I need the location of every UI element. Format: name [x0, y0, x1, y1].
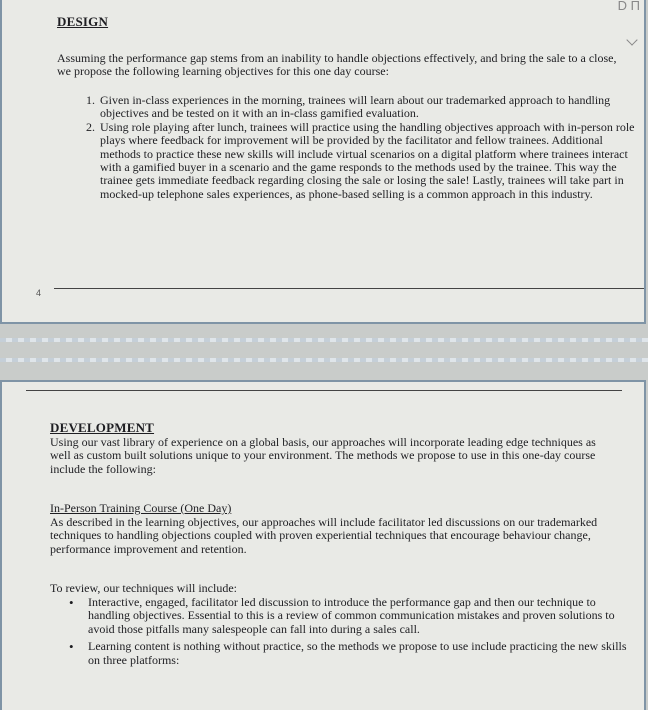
review-intro: To review, our techniques will include: [50, 581, 237, 595]
chevron-down-icon[interactable] [626, 34, 637, 45]
course-description: As described in the learning objectives, our approaches will include facilitator led discussions on our trademarked techniques to handling objections coupled with proven experiential techniques that encourage behaviour change, performance improvement and retention. [50, 515, 598, 556]
header-rule [26, 390, 622, 391]
objective-item: 2. Using role playing after lunch, trainees will practice using the handling objectives approach with in-person role plays where feedback for improvement will be provided by the facilitator and fellow trainees. Additional methods to practice these new skills will include virtual scenarios on a digital platform where trainees interact with a gamified buyer in a scenario and the game responds to the methods used by the trainee. This way the trainee gets immediate feedback regarding closing the sale or losing the sale! Lastly, trainees will take part in mocked-up telephone sales experiences, as phone-based selling is a common approach in this industry. [98, 121, 638, 201]
development-heading: DEVELOPMENT [50, 420, 155, 435]
technique-item: • Interactive, engaged, facilitator led discussion to introduce the performance gap and then our technique to handling objectives. Essential to this is a review of common communication mistakes and proven solutions to avoid those pitfalls many salespeople can fall into during a sales call. [88, 596, 638, 636]
objective-item: 1. Given in-class experiences in the morning, trainees will learn about our trademarked approach to handling objectives and be tested on it with an in-class gamified evaluation. [98, 94, 638, 121]
design-intro: Assuming the performance gap stems from an inability to handle objections effectively, and bring the sale to a close, we propose the following learning objectives for this one day course: [57, 51, 617, 79]
footer-rule [54, 288, 644, 289]
development-intro: Using our vast library of experience on a global basis, our approaches will incorporate leading edge techniques as well as custom built solutions unique to your environment. The methods we propose to use in this one-day course include the following: [50, 435, 596, 476]
window-corner-mark: D П [617, 0, 640, 13]
page-separator [0, 358, 648, 362]
objectives-list [80, 94, 638, 201]
design-page [0, 0, 646, 324]
design-heading: DESIGN [57, 14, 109, 29]
course-title: In-Person Training Course (One Day) [50, 501, 232, 515]
page-separator [0, 338, 648, 342]
page-number: 4 [36, 288, 42, 298]
technique-item: • Learning content is nothing without practice, so the methods we propose to use include practicing the new skills on three platforms: [88, 640, 638, 667]
techniques-list [68, 596, 638, 671]
